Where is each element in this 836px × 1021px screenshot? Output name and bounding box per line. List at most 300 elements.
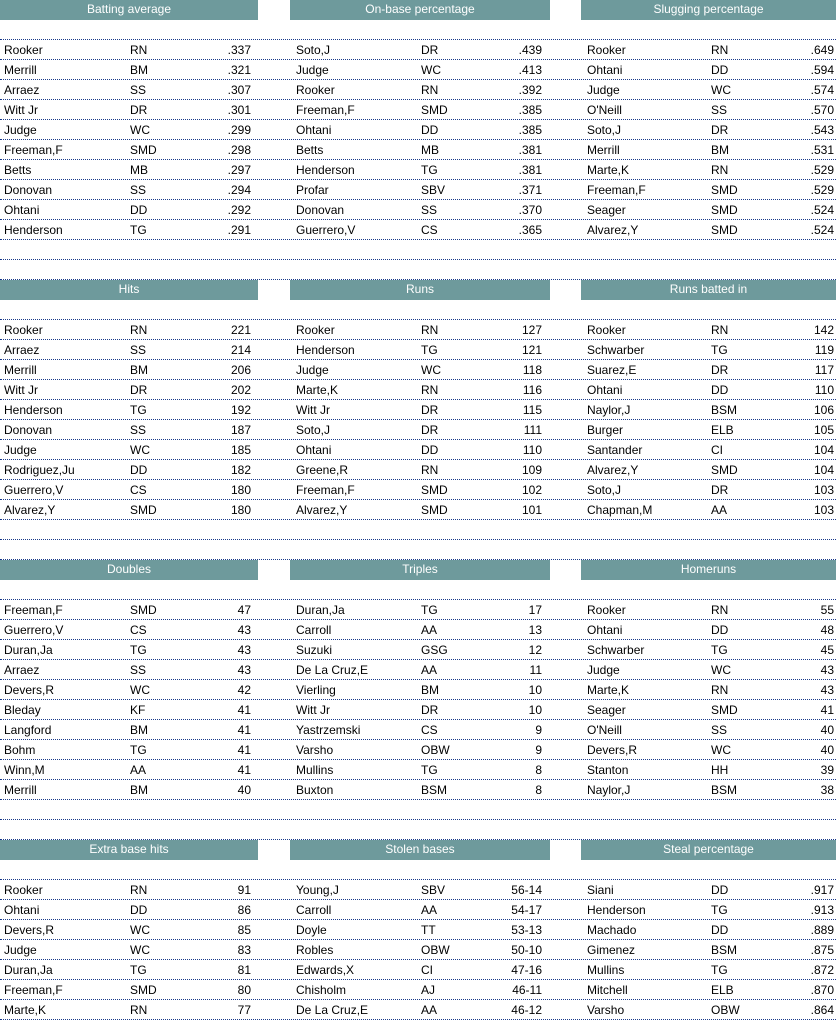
spacer-row — [0, 20, 836, 40]
empty-row — [0, 260, 836, 280]
player-name: Devers,R — [4, 683, 55, 697]
player-name: Suarez,E — [587, 363, 637, 377]
stat-value: 53-13 — [511, 923, 542, 937]
stat-value: 55 — [820, 603, 834, 617]
team-code: OBW — [421, 743, 450, 757]
team-code: WC — [130, 943, 150, 957]
player-name: Vierling — [296, 683, 336, 697]
team-code: BM — [130, 783, 148, 797]
player-name: Merrill — [4, 783, 37, 797]
team-code: TG — [130, 963, 147, 977]
team-code: AA — [421, 623, 438, 637]
stat-value: 182 — [230, 463, 251, 477]
team-code: WC — [711, 663, 731, 677]
stat-value: .371 — [518, 183, 542, 197]
team-code: RN — [130, 883, 148, 897]
player-name: Alvarez,Y — [587, 463, 639, 477]
team-code: DR — [421, 423, 439, 437]
player-name: Henderson — [296, 343, 355, 357]
player-name: Betts — [296, 143, 324, 157]
player-name: Gimenez — [587, 943, 636, 957]
stat-value: 41 — [820, 703, 834, 717]
player-name: Seager — [587, 203, 626, 217]
player-name: Judge — [296, 363, 329, 377]
team-code: ELB — [711, 423, 734, 437]
table-row — [0, 600, 836, 620]
team-code: MB — [130, 163, 148, 177]
team-code: SS — [421, 203, 438, 217]
stat-value: .381 — [518, 163, 542, 177]
stat-value: 9 — [535, 723, 542, 737]
stat-value: 43 — [237, 663, 251, 677]
team-code: WC — [130, 123, 150, 137]
empty-row — [0, 520, 836, 540]
player-name: Guerrero,V — [4, 623, 64, 637]
player-name: Judge — [587, 663, 620, 677]
stat-value: 12 — [528, 643, 542, 657]
table-row — [0, 220, 836, 240]
player-name: Naylor,J — [587, 783, 631, 797]
player-name: Arraez — [4, 343, 40, 357]
player-name: Rooker — [587, 43, 626, 57]
team-code: CI — [421, 963, 433, 977]
stat-value: 221 — [230, 323, 251, 337]
team-code: TG — [421, 603, 438, 617]
stat-value: .875 — [810, 943, 834, 957]
category-header: Runs — [290, 280, 550, 300]
player-name: Judge — [587, 83, 620, 97]
table-row — [0, 160, 836, 180]
empty-row — [0, 240, 836, 260]
team-code: BSM — [421, 783, 448, 797]
team-code: SMD — [130, 603, 157, 617]
stat-value: 103 — [813, 503, 834, 517]
team-code: BM — [130, 63, 148, 77]
player-name: O'Neill — [587, 103, 622, 117]
player-name: Henderson — [296, 163, 355, 177]
player-name: Duran,Ja — [296, 603, 345, 617]
stat-value: .917 — [810, 883, 834, 897]
player-name: Freeman,F — [296, 483, 355, 497]
player-name: O'Neill — [587, 723, 622, 737]
team-code: DR — [421, 403, 439, 417]
stat-value: 105 — [813, 423, 834, 437]
team-code: RN — [711, 603, 729, 617]
stat-value: 43 — [820, 683, 834, 697]
player-name: Donovan — [4, 423, 53, 437]
category-header: Batting average — [0, 0, 258, 20]
stat-value: 56-14 — [511, 883, 542, 897]
team-code: DD — [711, 623, 729, 637]
team-code: SS — [130, 663, 147, 677]
table-row — [0, 400, 836, 420]
section-headers — [0, 840, 836, 860]
team-code: BM — [711, 143, 729, 157]
stat-value: .381 — [518, 143, 542, 157]
team-code: RN — [130, 323, 148, 337]
stat-value: .524 — [810, 203, 834, 217]
stat-value: .864 — [810, 1003, 834, 1017]
stat-value: .297 — [227, 163, 251, 177]
player-name: Freeman,F — [4, 983, 63, 997]
team-code: SMD — [711, 463, 738, 477]
stat-value: .524 — [810, 223, 834, 237]
stat-value: .574 — [810, 83, 834, 97]
player-name: Guerrero,V — [4, 483, 64, 497]
player-name: Carroll — [296, 903, 332, 917]
player-name: Judge — [4, 443, 37, 457]
table-row — [0, 140, 836, 160]
stat-value: .594 — [810, 63, 834, 77]
table-row — [0, 640, 836, 660]
team-code: CS — [130, 623, 147, 637]
player-name: Rooker — [296, 83, 335, 97]
player-name: Rodriguez,Ju — [4, 463, 75, 477]
team-code: ELB — [711, 983, 734, 997]
stat-value: 85 — [237, 923, 251, 937]
stat-value: .291 — [227, 223, 251, 237]
team-code: DD — [130, 903, 148, 917]
team-code: HH — [711, 763, 729, 777]
stat-value: .370 — [518, 203, 542, 217]
table-row — [0, 460, 836, 480]
team-code: BSM — [711, 783, 738, 797]
stat-value: 10 — [528, 683, 542, 697]
team-code: DR — [711, 123, 729, 137]
player-name: Naylor,J — [587, 403, 631, 417]
team-code: DD — [421, 443, 439, 457]
category-header: Homeruns — [581, 560, 836, 580]
table-row — [0, 780, 836, 800]
stat-value: 40 — [820, 723, 834, 737]
table-row — [0, 740, 836, 760]
team-code: DR — [130, 383, 148, 397]
team-code: TG — [711, 903, 728, 917]
team-code: KF — [130, 703, 146, 717]
team-code: RN — [130, 1003, 148, 1017]
player-name: Ohtani — [587, 383, 623, 397]
team-code: SBV — [421, 883, 446, 897]
player-name: Burger — [587, 423, 624, 437]
player-name: Robles — [296, 943, 334, 957]
table-row — [0, 480, 836, 500]
stat-value: 45 — [820, 643, 834, 657]
stat-value: 102 — [521, 483, 542, 497]
player-name: Devers,R — [587, 743, 638, 757]
team-code: SMD — [421, 103, 448, 117]
team-code: SS — [711, 723, 728, 737]
table-row — [0, 180, 836, 200]
player-name: Alvarez,Y — [296, 503, 348, 517]
stat-value: 41 — [237, 723, 251, 737]
stat-value: .543 — [810, 123, 834, 137]
player-name: Varsho — [587, 1003, 625, 1017]
stat-value: .299 — [227, 123, 251, 137]
table-row — [0, 700, 836, 720]
team-code: DD — [130, 463, 148, 477]
stat-value: .392 — [518, 83, 542, 97]
team-code: BSM — [711, 943, 738, 957]
stat-value: 116 — [522, 383, 542, 397]
stat-value: 46-11 — [512, 983, 542, 997]
section-headers — [0, 0, 836, 20]
stat-value: 47 — [237, 603, 251, 617]
team-code: WC — [130, 683, 150, 697]
stat-value: 118 — [522, 363, 542, 377]
stat-value: .439 — [518, 43, 542, 57]
team-code: AA — [421, 663, 438, 677]
stat-value: 91 — [237, 883, 251, 897]
player-name: Duran,Ja — [4, 643, 53, 657]
stat-value: 117 — [814, 363, 834, 377]
table-row — [0, 960, 836, 980]
team-code: DR — [130, 103, 148, 117]
stat-section — [0, 280, 836, 560]
team-code: SS — [130, 423, 147, 437]
stat-section — [0, 560, 836, 840]
player-name: Ohtani — [4, 203, 40, 217]
team-code: RN — [421, 323, 439, 337]
player-name: Varsho — [296, 743, 334, 757]
section-headers — [0, 280, 836, 300]
stat-value: 17 — [528, 603, 542, 617]
stat-value: .294 — [227, 183, 251, 197]
stat-value: 13 — [528, 623, 542, 637]
category-header: Hits — [0, 280, 258, 300]
team-code: SMD — [421, 483, 448, 497]
team-code: SMD — [711, 203, 738, 217]
stat-value: 46-12 — [511, 1003, 542, 1017]
stat-value: 110 — [814, 383, 834, 397]
player-name: Rooker — [4, 323, 43, 337]
team-code: SBV — [421, 183, 446, 197]
team-code: DD — [711, 883, 729, 897]
team-code: BM — [130, 363, 148, 377]
category-header: Triples — [290, 560, 550, 580]
stat-value: .529 — [810, 183, 834, 197]
team-code: RN — [711, 43, 729, 57]
team-code: SS — [130, 343, 147, 357]
team-code: AA — [711, 503, 728, 517]
player-name: Witt Jr — [4, 383, 38, 397]
team-code: DR — [711, 363, 729, 377]
player-name: Alvarez,Y — [587, 223, 639, 237]
stat-value: 42 — [237, 683, 251, 697]
stat-value: .531 — [810, 143, 834, 157]
stat-value: 40 — [237, 783, 251, 797]
stat-value: 127 — [521, 323, 542, 337]
stat-value: .385 — [518, 103, 542, 117]
team-code: AA — [421, 1003, 438, 1017]
stat-value: .529 — [810, 163, 834, 177]
table-row — [0, 100, 836, 120]
player-name: Merrill — [4, 363, 37, 377]
stat-value: 47-16 — [511, 963, 542, 977]
stat-value: 77 — [237, 1003, 251, 1017]
table-row — [0, 880, 836, 900]
table-row — [0, 620, 836, 640]
category-header: Doubles — [0, 560, 258, 580]
spacer-row — [0, 860, 836, 880]
player-name: Schwarber — [587, 343, 645, 357]
player-name: Siani — [587, 883, 614, 897]
team-code: DD — [711, 923, 729, 937]
player-name: Bohm — [4, 743, 36, 757]
team-code: TG — [711, 343, 728, 357]
player-name: Merrill — [587, 143, 620, 157]
team-code: BM — [130, 723, 148, 737]
stat-value: 43 — [820, 663, 834, 677]
table-row — [0, 200, 836, 220]
team-code: WC — [711, 83, 731, 97]
player-name: Devers,R — [4, 923, 55, 937]
stat-value: .889 — [810, 923, 834, 937]
player-name: Freeman,F — [4, 143, 63, 157]
team-code: DR — [421, 703, 439, 717]
stat-value: .913 — [810, 903, 834, 917]
stat-value: 39 — [820, 763, 834, 777]
team-code: TG — [711, 963, 728, 977]
player-name: Donovan — [296, 203, 345, 217]
table-row — [0, 500, 836, 520]
player-name: Rooker — [4, 883, 43, 897]
category-header: Steal percentage — [581, 840, 836, 860]
team-code: WC — [711, 743, 731, 757]
player-name: Edwards,X — [296, 963, 355, 977]
player-name: Rooker — [296, 323, 335, 337]
spacer-row — [0, 580, 836, 600]
player-name: Winn,M — [4, 763, 45, 777]
stat-value: .365 — [518, 223, 542, 237]
player-name: Ohtani — [296, 123, 332, 137]
player-name: Henderson — [4, 403, 63, 417]
team-code: SMD — [130, 503, 157, 517]
team-code: DD — [711, 383, 729, 397]
player-name: Mitchell — [587, 983, 628, 997]
player-name: Witt Jr — [296, 403, 330, 417]
player-name: Greene,R — [296, 463, 349, 477]
player-name: Judge — [296, 63, 329, 77]
player-name: Henderson — [4, 223, 63, 237]
team-code: RN — [421, 383, 439, 397]
stat-value: 111 — [523, 423, 542, 437]
player-name: Profar — [296, 183, 329, 197]
team-code: AA — [130, 763, 147, 777]
player-name: Machado — [587, 923, 637, 937]
player-name: Soto,J — [587, 123, 622, 137]
empty-row — [0, 800, 836, 820]
team-code: SMD — [130, 143, 157, 157]
stat-value: 43 — [237, 623, 251, 637]
stat-value: .337 — [227, 43, 251, 57]
stat-value: 192 — [230, 403, 251, 417]
team-code: DR — [421, 43, 439, 57]
table-row — [0, 40, 836, 60]
player-name: Seager — [587, 703, 626, 717]
player-name: Witt Jr — [296, 703, 330, 717]
player-name: Ohtani — [587, 63, 623, 77]
stat-value: 206 — [230, 363, 251, 377]
team-code: SMD — [711, 703, 738, 717]
empty-row — [0, 820, 836, 840]
category-header: Stolen bases — [290, 840, 550, 860]
team-code: BSM — [711, 403, 738, 417]
player-name: De La Cruz,E — [296, 663, 369, 677]
spacer-row — [0, 300, 836, 320]
stat-value: 10 — [528, 703, 542, 717]
player-name: Soto,J — [296, 423, 331, 437]
player-name: Donovan — [4, 183, 53, 197]
player-name: Buxton — [296, 783, 334, 797]
table-row — [0, 920, 836, 940]
stat-value: 11 — [529, 663, 542, 677]
player-name: Guerrero,V — [296, 223, 356, 237]
player-name: Schwarber — [587, 643, 645, 657]
team-code: BM — [421, 683, 439, 697]
empty-row — [0, 540, 836, 560]
team-code: TG — [421, 763, 438, 777]
table-row — [0, 320, 836, 340]
team-code: CI — [711, 443, 723, 457]
team-code: RN — [711, 163, 729, 177]
stat-value: 83 — [237, 943, 251, 957]
player-name: Suzuki — [296, 643, 333, 657]
stat-value: 104 — [813, 443, 834, 457]
table-row — [0, 980, 836, 1000]
player-name: Mullins — [587, 963, 625, 977]
team-code: OBW — [421, 943, 450, 957]
team-code: TG — [130, 403, 147, 417]
table-row — [0, 660, 836, 680]
stat-value: 119 — [814, 343, 834, 357]
player-name: Merrill — [4, 63, 37, 77]
player-name: Soto,J — [587, 483, 622, 497]
player-name: Yastrzemski — [296, 723, 361, 737]
player-name: Young,J — [296, 883, 339, 897]
table-row — [0, 440, 836, 460]
team-code: GSG — [421, 643, 448, 657]
team-code: WC — [130, 443, 150, 457]
stat-value: 185 — [230, 443, 251, 457]
table-row — [0, 1000, 836, 1020]
stat-value: .307 — [227, 83, 251, 97]
player-name: Marte,K — [587, 163, 630, 177]
player-name: Santander — [587, 443, 643, 457]
player-name: Alvarez,Y — [4, 503, 56, 517]
stat-value: .385 — [518, 123, 542, 137]
section-headers — [0, 560, 836, 580]
player-name: Chapman,M — [587, 503, 653, 517]
team-code: AA — [421, 903, 438, 917]
player-name: Marte,K — [587, 683, 630, 697]
stat-value: .649 — [810, 43, 834, 57]
player-name: Henderson — [587, 903, 646, 917]
stat-value: .570 — [810, 103, 834, 117]
stat-value: 80 — [237, 983, 251, 997]
stat-value: 214 — [230, 343, 251, 357]
team-code: RN — [421, 83, 439, 97]
team-code: TG — [130, 223, 147, 237]
player-name: Mullins — [296, 763, 334, 777]
stat-value: 110 — [522, 443, 542, 457]
player-name: Bleday — [4, 703, 41, 717]
stat-value: .413 — [518, 63, 542, 77]
team-code: OBW — [711, 1003, 740, 1017]
table-row — [0, 940, 836, 960]
team-code: SMD — [711, 223, 738, 237]
player-name: Judge — [4, 123, 37, 137]
table-row — [0, 80, 836, 100]
